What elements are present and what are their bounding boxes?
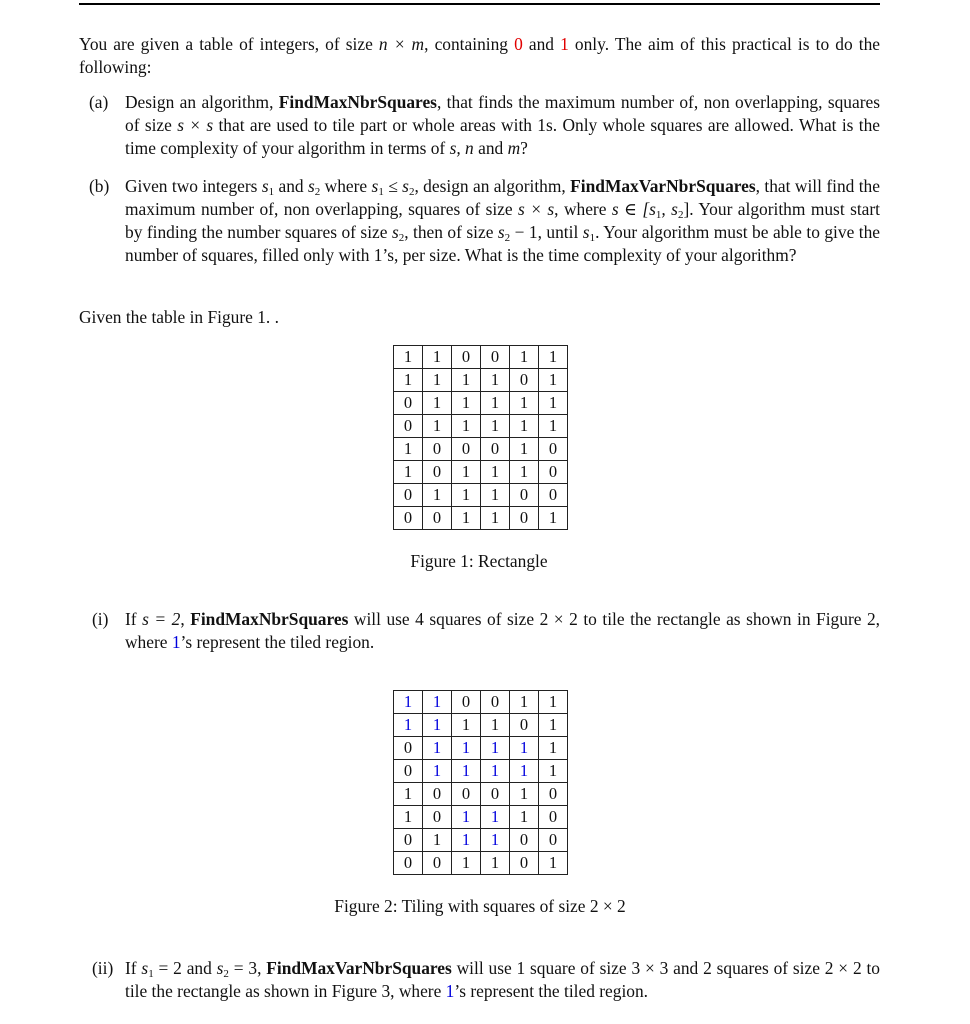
item-b-text: , then of size bbox=[404, 222, 498, 242]
figure-2-cell: 1 bbox=[481, 714, 510, 737]
figure-1-row bbox=[394, 484, 568, 507]
figure-2-cell: 1 bbox=[510, 783, 539, 806]
figure-2-cell: 1 bbox=[481, 760, 510, 783]
figure-2-row bbox=[394, 714, 568, 737]
figure-1-cell: 1 bbox=[481, 484, 510, 507]
figure-1-cell: 1 bbox=[394, 438, 423, 461]
given-line: Given the table in Figure 1. . bbox=[79, 307, 279, 327]
item-a-math: m bbox=[507, 138, 521, 158]
figure-1-cell: 1 bbox=[481, 415, 510, 438]
item-b-math: − 1 bbox=[510, 222, 538, 242]
item-b-subscript: 2 bbox=[398, 232, 405, 244]
item-b-subscript: 2 bbox=[314, 186, 321, 198]
item-b-subscript: 2 bbox=[677, 209, 684, 221]
figure-1-cell: 1 bbox=[423, 392, 452, 415]
top-rule bbox=[79, 3, 880, 5]
item-ii-algorithm-name: FindMaxVarNbrSquares bbox=[266, 958, 452, 978]
item-b-algorithm-name: FindMaxVarNbrSquares bbox=[570, 176, 756, 196]
figure-1-cell: 1 bbox=[481, 507, 510, 530]
item-a-math: s × s bbox=[177, 115, 214, 135]
item-b-subscript: 2 bbox=[408, 186, 415, 198]
figure-1-row bbox=[394, 461, 568, 484]
item-ii-blue-one: 1 bbox=[445, 981, 455, 1001]
figure-1-row bbox=[394, 392, 568, 415]
item-ii-math: 3 × 3 bbox=[631, 958, 669, 978]
item-b-math: s bbox=[371, 176, 379, 196]
item-i-body bbox=[125, 608, 880, 654]
item-a-label: (a) bbox=[89, 92, 109, 112]
figure-1-cell: 0 bbox=[510, 369, 539, 392]
item-b-math: , s bbox=[661, 199, 678, 219]
figure-2-row bbox=[394, 852, 568, 875]
item-b-text: . Your algorithm must start by finding the number squares of size bbox=[125, 199, 881, 242]
figure-2-row bbox=[394, 760, 568, 783]
figure-2-cell: 0 bbox=[510, 852, 539, 875]
figure-1-cell: 0 bbox=[394, 507, 423, 530]
figure-1-cell: 1 bbox=[452, 507, 481, 530]
figure-2-row bbox=[394, 806, 568, 829]
figure-2-cell: 1 bbox=[452, 806, 481, 829]
item-b bbox=[89, 175, 880, 267]
figure-1-cell: 0 bbox=[394, 484, 423, 507]
item-b-math: ≤ bbox=[383, 176, 403, 196]
item-ii-text: ’s represent the tiled region. bbox=[454, 981, 649, 1001]
figure-1-cell: 0 bbox=[452, 438, 481, 461]
figure-1-cell: 0 bbox=[423, 438, 452, 461]
figure-2-cell: 1 bbox=[510, 760, 539, 783]
item-i-text: If bbox=[125, 609, 143, 629]
figure-1-cell: 0 bbox=[423, 507, 452, 530]
item-b-text: , until bbox=[537, 222, 583, 242]
item-a bbox=[89, 91, 880, 160]
item-b-text: , that will find the maximum number of, non overlapping, squares of size bbox=[125, 176, 880, 219]
figure-1-cell: 1 bbox=[452, 392, 481, 415]
item-b-math: s bbox=[308, 176, 315, 196]
item-b-body bbox=[125, 175, 880, 267]
figure-1-cell: 1 bbox=[510, 415, 539, 438]
figure-1-cell: 1 bbox=[539, 507, 568, 530]
figure-1-cell: 1 bbox=[539, 369, 568, 392]
figure-2-caption: Figure 2: Tiling with squares of size 2 × 2 bbox=[334, 896, 626, 916]
figure-2-cell: 0 bbox=[423, 806, 452, 829]
item-b-subscript: 1 bbox=[268, 186, 275, 198]
figure-1-cell: 0 bbox=[481, 346, 510, 369]
figure-1-cell: 0 bbox=[452, 346, 481, 369]
figure-1-cell: 1 bbox=[481, 392, 510, 415]
item-i-text: to tile the rectangle as shown in Figure 2, where bbox=[125, 609, 881, 652]
figure-1-cell: 0 bbox=[423, 461, 452, 484]
item-b-label: (b) bbox=[89, 176, 110, 196]
item-b-math: s bbox=[261, 176, 269, 196]
figure-2-cell: 0 bbox=[394, 760, 423, 783]
item-b-math: s bbox=[391, 222, 399, 242]
intro-text: and bbox=[522, 34, 561, 54]
item-ii-text: will use 1 square of size bbox=[451, 958, 632, 978]
figure-1-cell: 1 bbox=[481, 369, 510, 392]
figure-1-row bbox=[394, 415, 568, 438]
figure-2-cell: 1 bbox=[394, 691, 423, 714]
figure-2-cell: 1 bbox=[539, 714, 568, 737]
figure-2-cell: 1 bbox=[394, 783, 423, 806]
item-ii-text: If bbox=[125, 958, 142, 978]
item-b-text: Given two integers bbox=[125, 176, 262, 196]
item-b-math: s bbox=[497, 222, 505, 242]
figure-2-cell: 0 bbox=[539, 806, 568, 829]
figure-1-cell: 1 bbox=[510, 461, 539, 484]
figure-1-cell: 1 bbox=[452, 369, 481, 392]
item-ii-text: to tile the rectangle as shown in Figure 3, where bbox=[125, 958, 880, 1001]
figure-2-cell: 1 bbox=[539, 691, 568, 714]
figure-2-cell: 0 bbox=[510, 829, 539, 852]
figure-1-cell: 1 bbox=[539, 392, 568, 415]
figure-2-cell: 0 bbox=[481, 691, 510, 714]
figure-1-cell: 0 bbox=[539, 461, 568, 484]
item-b-math: ] bbox=[683, 199, 690, 219]
figure-2-cell: 1 bbox=[452, 737, 481, 760]
figure-1-cell: 1 bbox=[423, 369, 452, 392]
figure-2-cell: 1 bbox=[423, 714, 452, 737]
figure-1-cell: 0 bbox=[539, 484, 568, 507]
figure-2-cell: 1 bbox=[452, 714, 481, 737]
item-a-text: ? bbox=[520, 138, 528, 158]
figure-2-cell: 1 bbox=[452, 852, 481, 875]
figure-2-cell: 0 bbox=[452, 783, 481, 806]
figure-1-cell: 0 bbox=[394, 415, 423, 438]
figure-2-row bbox=[394, 691, 568, 714]
figure-2-cell: 0 bbox=[423, 852, 452, 875]
figure-1-cell: 1 bbox=[394, 461, 423, 484]
figure-2-cell: 1 bbox=[510, 806, 539, 829]
item-i-math: s = 2 bbox=[142, 609, 181, 629]
item-b-text: , where bbox=[554, 199, 612, 219]
figure-2-cell: 1 bbox=[539, 760, 568, 783]
item-ii-math: = 3, bbox=[228, 958, 267, 978]
figure-2-cell: 1 bbox=[510, 691, 539, 714]
figure-1-row bbox=[394, 369, 568, 392]
figure-2-cell: 1 bbox=[539, 737, 568, 760]
figure-2-cell: 1 bbox=[510, 737, 539, 760]
figure-2-cell: 1 bbox=[394, 806, 423, 829]
item-a-text: , that finds the maximum number of, non overlapping, squares of size bbox=[125, 92, 880, 135]
item-b-text: where bbox=[320, 176, 372, 196]
intro-text: only. The aim of this practical is to do the following: bbox=[79, 34, 880, 77]
figure-2-row bbox=[394, 783, 568, 806]
item-a-math: s, n bbox=[449, 138, 474, 158]
figure-2-row bbox=[394, 737, 568, 760]
item-b-text: . Your algorithm must be able to give the number of squares, filled only with 1’s, per size. What is the time complexity of your algorithm? bbox=[125, 222, 881, 265]
figure-1-table bbox=[393, 345, 568, 530]
figure-1-cell: 1 bbox=[394, 369, 423, 392]
item-ii-label: (ii) bbox=[92, 958, 114, 978]
figure-2-cell: 1 bbox=[423, 737, 452, 760]
item-i-algorithm-name: FindMaxNbrSquares bbox=[190, 609, 349, 629]
figure-2-cell: 0 bbox=[394, 737, 423, 760]
figure-1-cell: 0 bbox=[481, 438, 510, 461]
figure-1-caption: Figure 1: Rectangle bbox=[410, 551, 548, 571]
figure-1-cell: 0 bbox=[510, 484, 539, 507]
figure-2-cell: 0 bbox=[423, 783, 452, 806]
figure-1-row bbox=[394, 346, 568, 369]
figure-2-cell: 0 bbox=[452, 691, 481, 714]
item-b-math: s bbox=[402, 176, 409, 196]
figure-2-cell: 1 bbox=[423, 760, 452, 783]
figure-2-cell: 0 bbox=[481, 783, 510, 806]
figure-1-cell: 1 bbox=[452, 484, 481, 507]
intro-zero: 0 bbox=[514, 34, 523, 54]
figure-1-cell: 1 bbox=[423, 346, 452, 369]
item-a-algorithm-name: FindMaxNbrSquares bbox=[278, 92, 437, 112]
figure-2-cell: 1 bbox=[452, 760, 481, 783]
figure-1-cell: 1 bbox=[539, 415, 568, 438]
figure-2-cell: 0 bbox=[539, 829, 568, 852]
figure-1-cell: 1 bbox=[510, 438, 539, 461]
figure-2-cell: 1 bbox=[481, 737, 510, 760]
figure-2-cell: 1 bbox=[481, 806, 510, 829]
figure-2-table bbox=[393, 690, 568, 875]
figure-1-cell: 1 bbox=[510, 392, 539, 415]
figure-1-cell: 1 bbox=[394, 346, 423, 369]
item-a-text: that are used to tile part or whole areas with 1s. Only whole squares are allowed. What is the time complexity of your algorithm in terms of bbox=[125, 115, 880, 158]
item-i-label: (i) bbox=[92, 609, 109, 629]
item-b-subscript: 1 bbox=[378, 186, 384, 198]
figure-2-cell: 0 bbox=[394, 852, 423, 875]
intro-text: , containing bbox=[424, 34, 515, 54]
item-b-subscript: 2 bbox=[504, 232, 511, 244]
item-ii-subscript: 1 bbox=[148, 968, 154, 980]
item-ii-math: = 2 and bbox=[153, 958, 217, 978]
figure-2-cell: 1 bbox=[481, 852, 510, 875]
figure-1-cell: 1 bbox=[539, 346, 568, 369]
figure-2-row bbox=[394, 829, 568, 852]
item-ii-math: s bbox=[141, 958, 149, 978]
item-b-text: and bbox=[274, 176, 308, 196]
item-b-math: s bbox=[582, 222, 590, 242]
intro-text: You are given a table of integers, of size bbox=[79, 34, 379, 54]
item-ii-body bbox=[125, 957, 880, 1003]
figure-1-cell: 1 bbox=[423, 415, 452, 438]
figure-2-cell: 0 bbox=[539, 783, 568, 806]
item-ii-math: s bbox=[216, 958, 224, 978]
figure-2-cell: 1 bbox=[423, 829, 452, 852]
intro-one: 1 bbox=[560, 34, 569, 54]
figure-1-row bbox=[394, 507, 568, 530]
item-b-subscript: 1 bbox=[589, 232, 596, 244]
item-a-text: Design an algorithm, bbox=[125, 92, 279, 112]
figure-2-cell: 1 bbox=[423, 691, 452, 714]
item-ii bbox=[89, 957, 880, 1003]
figure-1-cell: 1 bbox=[452, 461, 481, 484]
figure-2-cell: 1 bbox=[539, 852, 568, 875]
figure-2-cell: 1 bbox=[452, 829, 481, 852]
item-b-math: s ∈ [s bbox=[611, 199, 656, 219]
item-a-text: and bbox=[473, 138, 508, 158]
item-i-text: will use 4 squares of size bbox=[348, 609, 540, 629]
item-a-body bbox=[125, 91, 880, 160]
item-i-blue-one: 1 bbox=[171, 632, 181, 652]
figure-1-cell: 1 bbox=[481, 461, 510, 484]
intro-math-size: n × m bbox=[378, 34, 425, 54]
figure-1-cell: 0 bbox=[539, 438, 568, 461]
figure-1-cell: 1 bbox=[510, 346, 539, 369]
figure-1-cell: 0 bbox=[394, 392, 423, 415]
item-b-math: s × s bbox=[518, 199, 555, 219]
figure-1-cell: 1 bbox=[452, 415, 481, 438]
figure-2-cell: 0 bbox=[394, 829, 423, 852]
item-b-text: , design an algorithm, bbox=[414, 176, 571, 196]
figure-2-cell: 0 bbox=[510, 714, 539, 737]
figure-1-cell: 1 bbox=[423, 484, 452, 507]
intro-paragraph bbox=[79, 33, 880, 79]
item-b-subscript: 1 bbox=[655, 209, 662, 221]
figure-1-row bbox=[394, 438, 568, 461]
item-i-math: 2 × 2 bbox=[539, 609, 578, 629]
item-i bbox=[89, 608, 880, 654]
item-ii-text: and 2 squares of size bbox=[668, 958, 825, 978]
item-ii-math: 2 × 2 bbox=[824, 958, 862, 978]
item-i-text: ’s represent the tiled region. bbox=[180, 632, 375, 652]
item-i-text: , bbox=[180, 609, 191, 629]
item-ii-subscript: 2 bbox=[223, 968, 229, 980]
figure-1-cell: 0 bbox=[510, 507, 539, 530]
figure-2-cell: 1 bbox=[394, 714, 423, 737]
figure-2-cell: 1 bbox=[481, 829, 510, 852]
